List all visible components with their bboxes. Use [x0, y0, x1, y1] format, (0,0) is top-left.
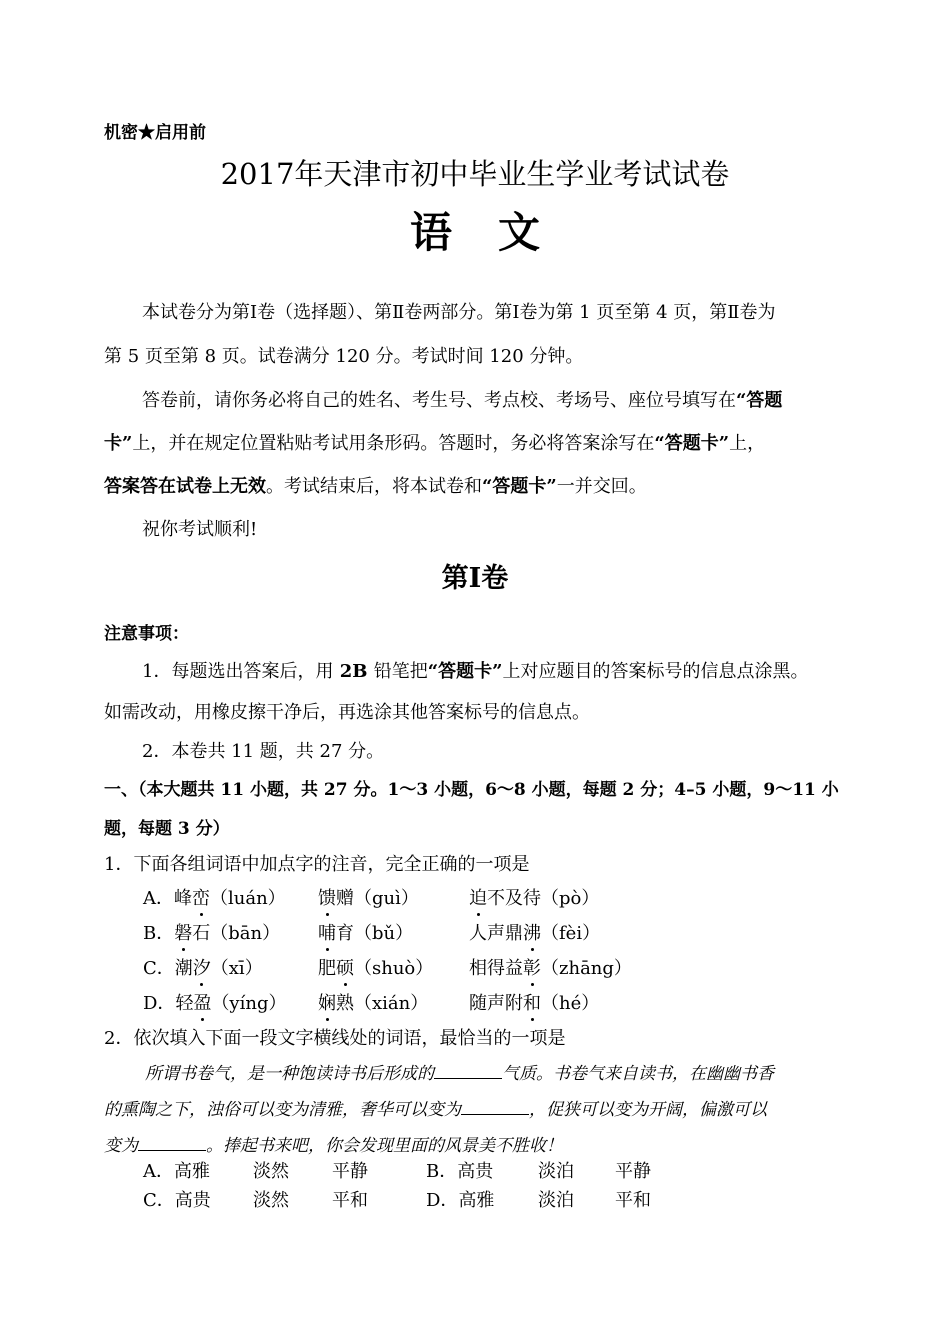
q1-option-a-word2	[318, 884, 419, 910]
passage-text: 。捧起书来吧，你会发现里面的风景美不胜收！	[206, 1136, 563, 1156]
answer-card-term: “答题卡”	[482, 476, 557, 497]
word-char: 不及待	[487, 888, 541, 909]
dotted-char: 沸	[523, 923, 541, 944]
q2-stem: 2．依次填入下面一段文字横线处的词语，最恰当的一项是	[104, 1028, 566, 1049]
q1-option-b	[143, 919, 280, 945]
passage-text: 气质。书卷气来自读书，在幽幽书香	[502, 1064, 774, 1084]
pinyin: （guì）	[354, 888, 419, 909]
q2-option-d	[426, 1186, 494, 1212]
option-word: 淡泊	[538, 1190, 574, 1211]
q1-option-c-word2	[318, 954, 433, 980]
note-1	[142, 657, 808, 683]
pinyin: （xián）	[354, 993, 429, 1014]
word-char: 峰	[174, 888, 192, 909]
intro-text: 上，并在规定位置粘贴考试用条形码。答题时，务必将答案涂写在	[132, 433, 655, 454]
answer-blank	[461, 1100, 529, 1115]
intro-text: 上，	[729, 433, 766, 454]
answer-blank	[138, 1136, 206, 1151]
intro-text: 答卷前，请你务必将自己的姓名、考生号、考点校、考场号、座位号填写在	[142, 390, 736, 411]
dotted-char: 和	[523, 993, 541, 1014]
option-label: D．	[143, 993, 176, 1014]
dotted-char: 峦	[192, 888, 210, 909]
option-word: 平静	[332, 1161, 368, 1182]
option-label: C．	[143, 958, 175, 979]
q1-stem: 1．下面各组词语中加点字的注音，完全正确的一项是	[104, 854, 530, 875]
intro-p1-line1: 本试卷分为第Ⅰ卷（选择题）、第Ⅱ卷两部分。第Ⅰ卷为第 1 页至第 4 页，第Ⅱ卷为	[142, 302, 776, 323]
q1-option-d-word3	[469, 989, 599, 1015]
option-word: 淡泊	[538, 1161, 574, 1182]
note-text: 上对应题目的答案标号的信息点涂黑。	[502, 661, 809, 682]
q2-option-a	[143, 1157, 210, 1183]
intro-p2-line2	[104, 429, 765, 455]
word-char: 随声附	[469, 993, 523, 1014]
pinyin: （pò）	[541, 888, 600, 909]
option-word: 高贵	[174, 1190, 211, 1211]
intro-p1-line2: 第 5 页至第 8 页。试卷满分 120 分。考试时间 120 分钟。	[104, 346, 584, 367]
q1-option-b-word2	[318, 919, 413, 945]
intro-text: 。考试结束后，将本试卷和	[266, 476, 482, 497]
word-char: 潮	[174, 958, 193, 979]
pinyin: （xī）	[210, 958, 263, 979]
word-char: 人声鼎	[469, 923, 523, 944]
good-luck: 祝你考试顺利!	[142, 519, 258, 540]
exam-title: 2017年天津市初中毕业生学业考试试卷	[220, 157, 730, 191]
section-header-line1: 一、（本大题共 11 小题，共 27 分。1～3 小题，6～8 小题，每题 2 分；4–5 小题，9～11 小	[104, 780, 839, 800]
section-header-line2: 题，每题 3 分）	[104, 819, 230, 839]
note-text: 1．每题选出答案后，用	[142, 661, 334, 682]
volume-title: 第Ⅰ卷	[441, 563, 509, 594]
option-label: C．	[143, 1190, 175, 1211]
notes-label: 注意事项：	[104, 624, 189, 644]
dotted-char: 哺	[318, 923, 336, 944]
dotted-char: 迫	[469, 888, 487, 909]
word-char: 轻	[175, 993, 194, 1014]
note-2: 2．本卷共 11 题，共 27 分。	[142, 741, 385, 762]
intro-p2-line3	[104, 472, 647, 498]
word-char: 肥	[318, 958, 336, 979]
note-text: 铅笔把	[373, 661, 428, 682]
dotted-char: 馈	[318, 888, 336, 909]
note-1-line2: 如需改动，用橡皮擦干净后，再选涂其他答案标号的信息点。	[104, 702, 590, 723]
q1-option-b-word3	[469, 919, 600, 945]
option-label: B．	[426, 1161, 458, 1182]
option-word: 高雅	[458, 1190, 495, 1211]
answer-card-term: “答题	[736, 390, 783, 411]
option-word: 高贵	[457, 1161, 494, 1182]
word-char: 育	[336, 923, 354, 944]
option-word: 平和	[332, 1190, 368, 1211]
option-label: A．	[143, 1161, 174, 1182]
q2-option-c	[143, 1186, 211, 1212]
option-word: 平和	[615, 1190, 651, 1211]
secret-mark: 机密★启用前	[104, 123, 206, 143]
option-word: 淡然	[253, 1161, 289, 1182]
dotted-char: 娴	[318, 993, 336, 1014]
invalid-warning: 答案答在试卷上无效	[104, 476, 266, 497]
option-label: D．	[426, 1190, 459, 1211]
pinyin: （hé）	[541, 993, 600, 1014]
pinyin: （yíng）	[211, 993, 287, 1014]
intro-text: 一并交回。	[556, 476, 647, 497]
option-word: 高雅	[174, 1161, 210, 1182]
option-word: 淡然	[253, 1190, 289, 1211]
word-char: 相得益	[469, 958, 523, 979]
q1-option-d	[143, 989, 286, 1015]
dotted-char: 硕	[336, 958, 354, 979]
dotted-char: 汐	[192, 958, 211, 979]
pencil-type: 2B	[333, 661, 374, 682]
option-word: 平静	[615, 1161, 651, 1182]
option-label: A．	[143, 888, 174, 909]
dotted-char: 磐	[174, 923, 193, 944]
word-char: 赠	[336, 888, 354, 909]
pinyin: （shuò）	[354, 958, 434, 979]
answer-blank	[434, 1064, 502, 1079]
option-label: B．	[143, 923, 175, 944]
intro-p2-line1	[142, 386, 782, 412]
pinyin: 石（bān）	[192, 923, 281, 944]
q2-passage-line2	[104, 1095, 767, 1120]
q1-option-d-word2	[318, 989, 428, 1015]
word-char: 熟	[336, 993, 354, 1014]
q1-option-c	[143, 954, 263, 980]
q1-option-a	[143, 884, 286, 910]
q1-option-c-word3	[469, 954, 632, 980]
passage-text: 变为	[104, 1136, 138, 1156]
answer-card-term: 卡”	[104, 433, 133, 454]
pinyin: （luán）	[210, 888, 286, 909]
passage-text: 的熏陶之下，浊俗可以变为清雅，奢华可以变为	[104, 1100, 461, 1120]
q2-passage-line1	[145, 1059, 774, 1084]
pinyin: （fèi）	[541, 923, 601, 944]
q2-option-b	[426, 1157, 493, 1183]
dotted-char: 彰	[523, 958, 541, 979]
q2-passage-line3	[104, 1131, 563, 1156]
answer-card-term: “答题卡”	[427, 661, 503, 682]
pinyin: （zhāng）	[541, 958, 632, 979]
passage-text: ，促狭可以变为开阔，偏激可以	[529, 1100, 767, 1120]
answer-card-term: “答题卡”	[654, 433, 730, 454]
q1-option-a-word3	[469, 884, 599, 910]
subject-title: 语文	[409, 208, 586, 257]
dotted-char: 盈	[193, 993, 212, 1014]
pinyin: （bǔ）	[354, 923, 414, 944]
passage-text: 所谓书卷气，是一种饱读诗书后形成的	[145, 1064, 434, 1084]
